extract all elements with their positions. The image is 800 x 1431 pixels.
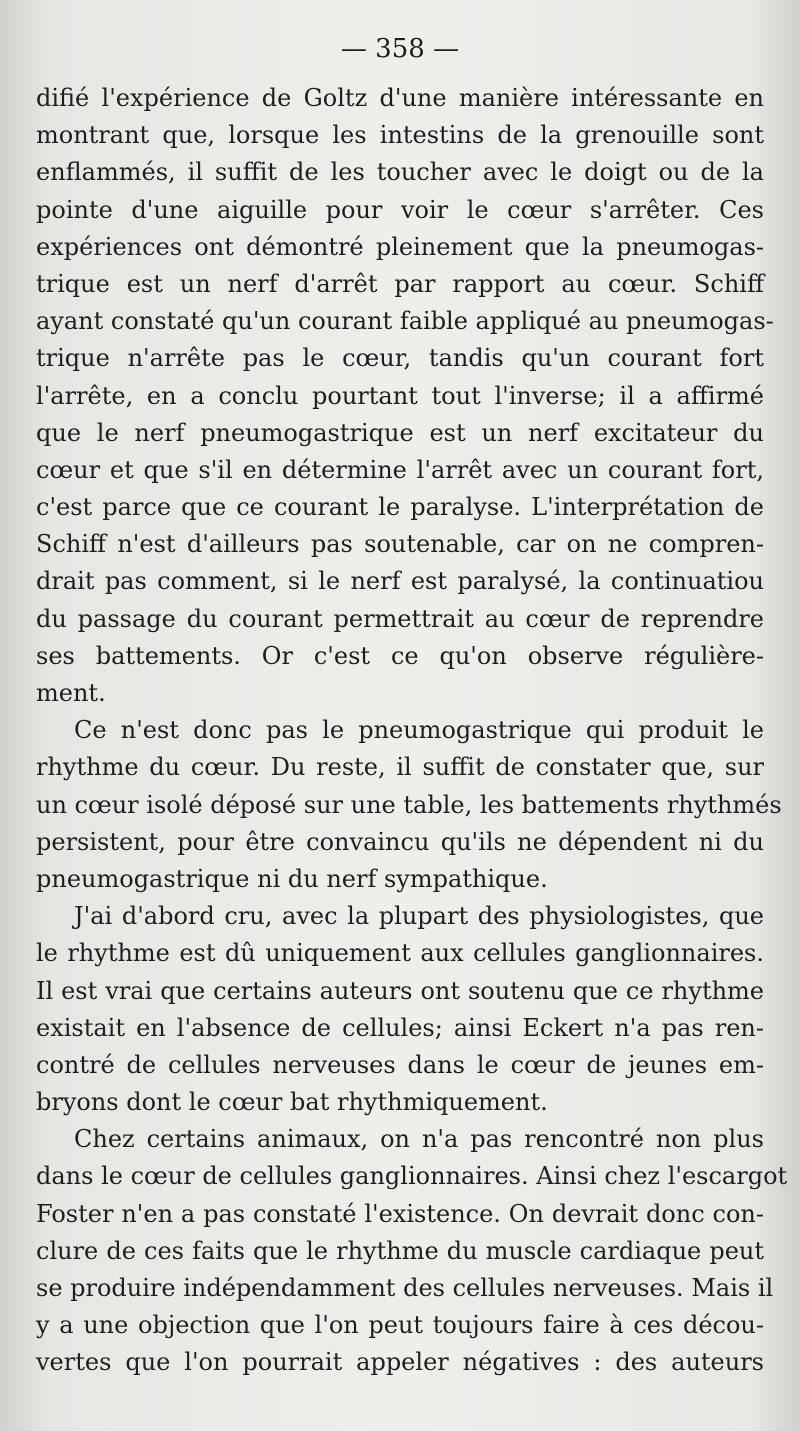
text-line: contré de cellules nerveuses dans le cœur de jeunes em- (36, 1050, 764, 1079)
text-line: trique est un nerf d'arrêt par rapport au cœur. Schiff (36, 269, 764, 298)
text-line: pneumogastrique ni du nerf sympathique. (36, 864, 548, 893)
text-line: cœur et que s'il en détermine l'arrêt avec un courant fort, (36, 455, 764, 484)
text-line: que le nerf pneumogastrique est un nerf excitateur du (36, 418, 764, 447)
text-line: pointe d'une aiguille pour voir le cœur s'arrêter. Ces (36, 195, 764, 224)
text-line: Il est vrai que certains auteurs ont soutenu que ce rhythme (36, 976, 764, 1005)
text-line: du passage du courant permettrait au cœur de reprendre (36, 604, 764, 633)
text-line: Foster n'en a pas constaté l'existence. On devrait donc con- (36, 1199, 764, 1228)
text-line: Schiff n'est d'ailleurs pas soutenable, car on ne compren- (36, 530, 764, 559)
text-line: existait en l'absence de cellules; ainsi Eckert n'a pas ren- (36, 1013, 764, 1042)
paragraph-first-line: J'ai d'abord cru, avec la plupart des physiologistes, que (74, 902, 764, 931)
text-line: rhythme du cœur. Du reste, il suffit de constater que, sur (36, 753, 764, 782)
text-line: clure de ces faits que le rhythme du muscle cardiaque peut (36, 1236, 764, 1265)
text-line: enflammés, il suffit de les toucher avec le doigt ou de la (36, 158, 764, 187)
text-line: trique n'arrête pas le cœur, tandis qu'un courant fort (36, 344, 764, 373)
text-line: ses battements. Or c'est ce qu'on observe régulière- (36, 641, 764, 670)
text-line: l'arrête, en a conclu pourtant tout l'inverse; il a affirmé (36, 381, 764, 410)
text-line: ayant constaté qu'un courant faible appliqué au pneumogas- (36, 307, 774, 336)
text-line: un cœur isolé déposé sur une table, les battements rhythmés (36, 790, 782, 819)
page-number: — 358 — (340, 34, 460, 64)
text-line: le rhythme est dû uniquement aux cellules ganglionnaires. (36, 939, 764, 968)
text-line: y a une objection que l'on peut toujours faire à ces décou- (36, 1311, 764, 1340)
paragraph-first-line: Chez certains animaux, on n'a pas rencontré non plus (74, 1125, 764, 1154)
text-line: dans le cœur de cellules ganglionnaires. Ainsi chez l'escargot (36, 1162, 788, 1191)
text-line: bryons dont le cœur bat rhythmiquement. (36, 1088, 548, 1117)
body-text (36, 80, 788, 1382)
text-line: se produire indépendamment des cellules nerveuses. Mais il (36, 1274, 774, 1302)
text-line: difié l'expérience de Goltz d'une manière intéressante en (36, 84, 764, 112)
text-line: c'est parce que ce courant le paralyse. L'interprétation de (36, 493, 764, 522)
text-line: ment. (36, 679, 106, 707)
text-line: persistent, pour être convaincu qu'ils ne dépendent ni du (36, 827, 764, 856)
paragraph-first-line: Ce n'est donc pas le pneumogastrique qui produit le (74, 716, 764, 745)
text-line: vertes que l'on pourrait appeler négatives : des auteurs (36, 1348, 764, 1377)
text-line: drait pas comment, si le nerf est paralysé, la continuatiou (36, 567, 764, 596)
text-line: montrant que, lorsque les intestins de la grenouille sont (36, 121, 764, 150)
text-line: expériences ont démontré pleinement que la pneumogas- (36, 232, 764, 261)
